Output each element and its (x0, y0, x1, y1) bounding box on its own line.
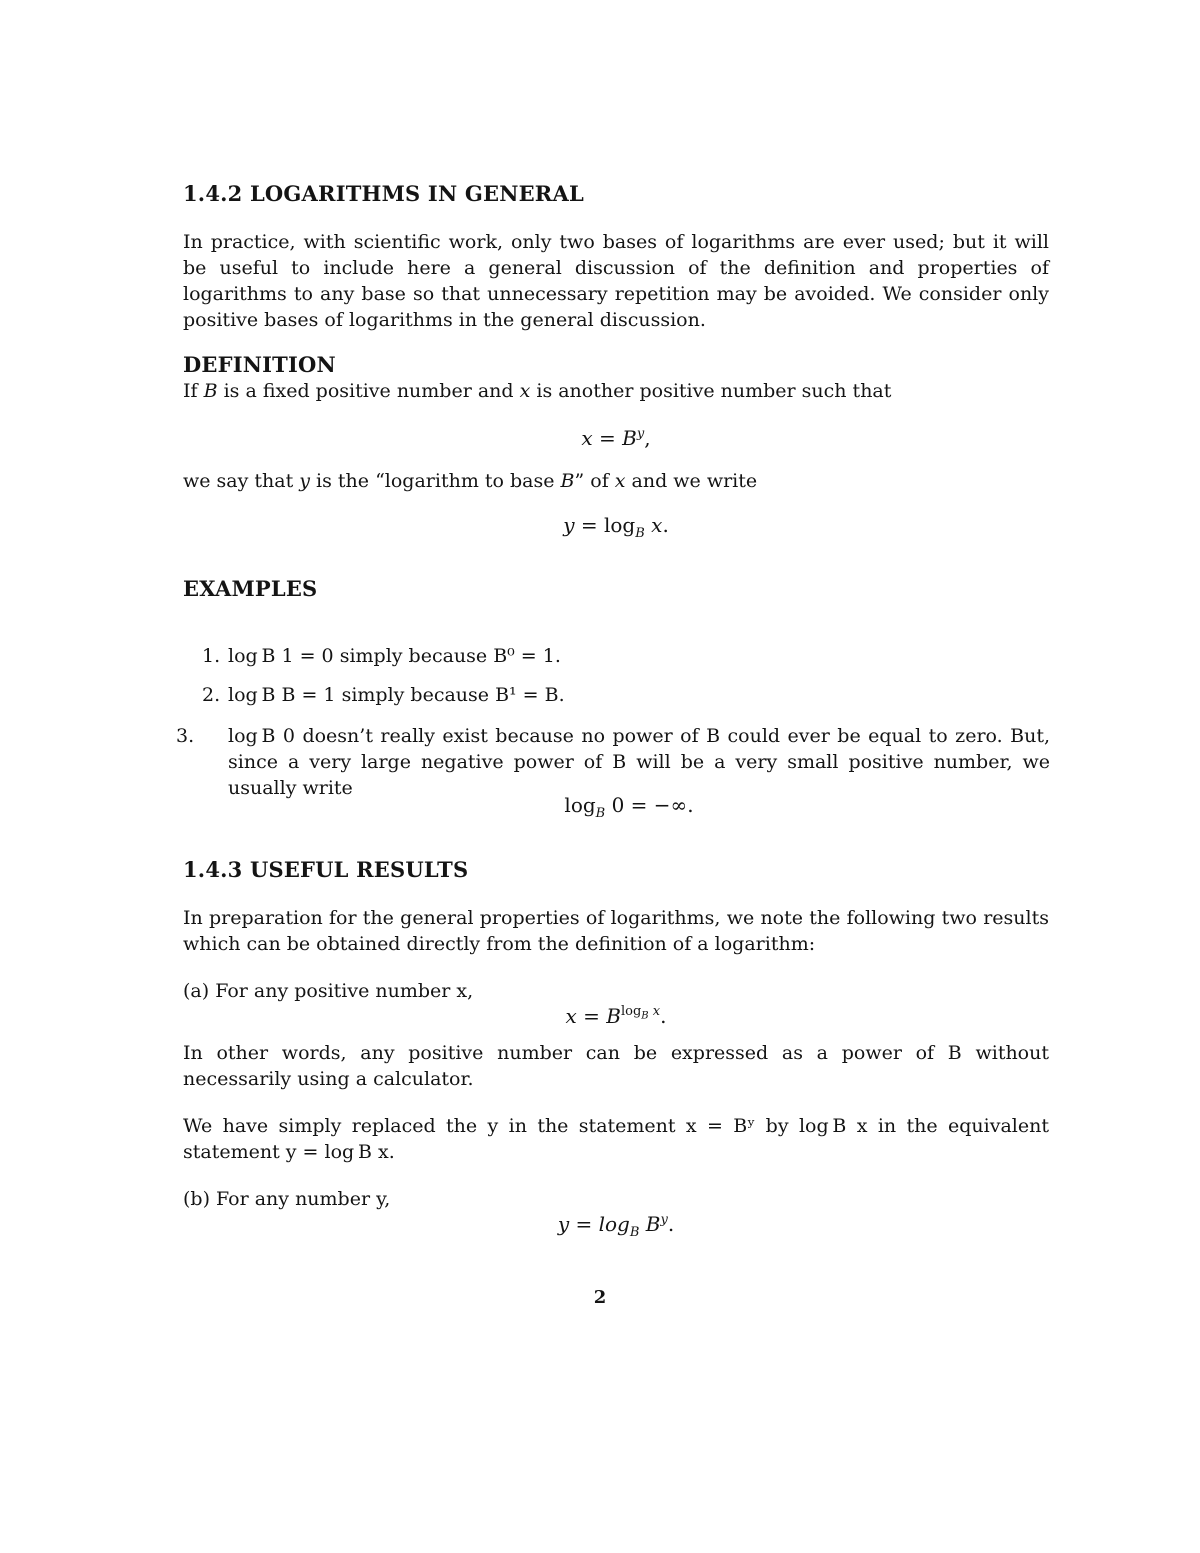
result-a-label: (a) For any positive number x, (183, 980, 474, 1002)
other-words-paragraph: In other words, any positive number can be expressed as a power of B without necessarily using a calculator. (183, 1042, 1049, 1090)
useful-results-intro: In preparation for the general properties of logarithms, we note the following two results which can be obtained directly from the definition of a logarithm: (183, 907, 1049, 955)
definition-heading: DEFINITION (183, 352, 336, 377)
equation-x-equals-b-power-y: $x = B^y$, (581, 426, 651, 450)
intro-paragraph: In practice, with scientific work, only two bases of logarithms are ever used; but it will be useful to include here a general discussion of the definition and properties of logarithms to any base so that unnecessary repetition may be avoided. We consider only positive bases of logarithms in the general discussion. (183, 231, 1049, 331)
page-number: 2 (593, 1287, 607, 1308)
section-heading-logarithms-in-general: 1.4.2 LOGARITHMS IN GENERAL (183, 181, 584, 206)
equation-x-equals-b-power-log-b-x: $x = B^{log_B x}$. (565, 1004, 667, 1028)
definition-line-2: we say that y is the “logarithm to base B” of x and we write (183, 470, 758, 492)
examples-heading: EXAMPLES (183, 576, 318, 601)
equation-log-b-zero-minus-infinity: $\log_B 0$ = −∞. (564, 793, 694, 821)
example-item-3: 3. log B 0 doesn’t really exist because no power of B could ever be equal to zero. But, since a very large negative power of B will be a very small positive number, we usually write (176, 725, 1050, 799)
replaced-paragraph: We have simply replaced the y in the statement x = Bʸ by log B x in the equivalent statement y = log B x. (183, 1115, 1049, 1163)
equation-y-equals-log-b-x: $y = \log_B x$. (563, 513, 669, 541)
definition-line-1: If B is a fixed positive number and x is another positive number such that (183, 380, 892, 402)
example-item-1: 1. log B 1 = 0 simply because B⁰ = 1. (202, 645, 561, 667)
section-heading-useful-results: 1.4.3 USEFUL RESULTS (183, 857, 469, 882)
example-item-2: 2. log B B = 1 simply because B¹ = B. (202, 684, 565, 706)
result-b-label: (b) For any number y, (183, 1188, 391, 1210)
equation-y-equals-log-b-b-power-y: $y = \log_B B^y$. (557, 1212, 675, 1240)
